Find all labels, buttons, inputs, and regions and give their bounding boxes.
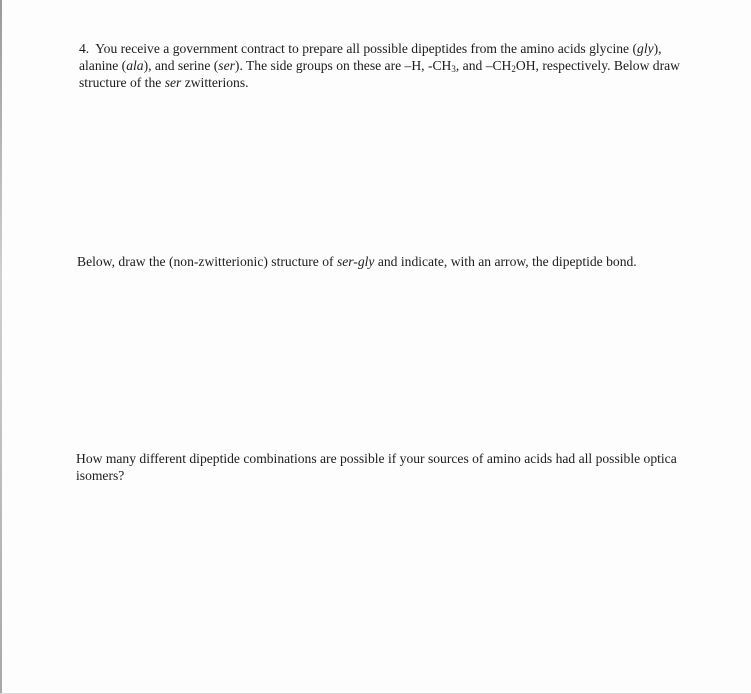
question-draw-ser-gly <box>77 253 637 270</box>
question-count-line-2: isomers? <box>76 468 125 483</box>
subscript-3: 3 <box>451 64 456 74</box>
abbr-ala: ala <box>126 58 144 73</box>
subscript-2: 2 <box>511 64 516 74</box>
question-4-text-3a: structure of the <box>79 75 165 90</box>
question-4-text-2e: OH, respectively. Below draw <box>515 58 680 73</box>
abbr-ser-2: ser <box>164 75 182 90</box>
question-4-text-2d: , and –CH <box>455 58 512 73</box>
question-4-text-1: You receive a government contract to prepare all possible dipeptides from the amino acids glycine ( <box>95 41 638 56</box>
abbr-gly: gly <box>637 41 654 56</box>
question-4-text-2b: ), and serine ( <box>143 58 219 73</box>
question-count-line-1: How many different dipeptide combinations are possible if your sources of amino acids had all possible optica <box>76 451 677 466</box>
question-4-line-3 <box>79 74 680 91</box>
question-4-text-2c: ). The side groups on these are –H, -CH <box>234 58 452 73</box>
question-4-text-3b: zwitterions. <box>181 75 249 90</box>
question-number: 4. <box>79 41 90 56</box>
abbr-ser: ser <box>218 58 235 73</box>
question-4-text-2a: alanine ( <box>79 58 127 73</box>
question-4-line-2 <box>79 57 680 74</box>
question-draw-line <box>77 253 637 270</box>
question-dipeptide-count <box>76 450 677 484</box>
question-draw-text-b: and indicate, with an arrow, the dipeptide bond. <box>374 254 637 269</box>
question-4-line-1 <box>79 40 680 57</box>
question-4 <box>79 40 680 91</box>
abbr-ser-gly: ser-gly <box>336 254 375 269</box>
question-4-text-1-end: ), <box>653 41 662 56</box>
question-draw-text-a: Below, draw the (non-zwitterionic) structure of <box>77 254 337 269</box>
scan-left-edge <box>0 0 2 694</box>
